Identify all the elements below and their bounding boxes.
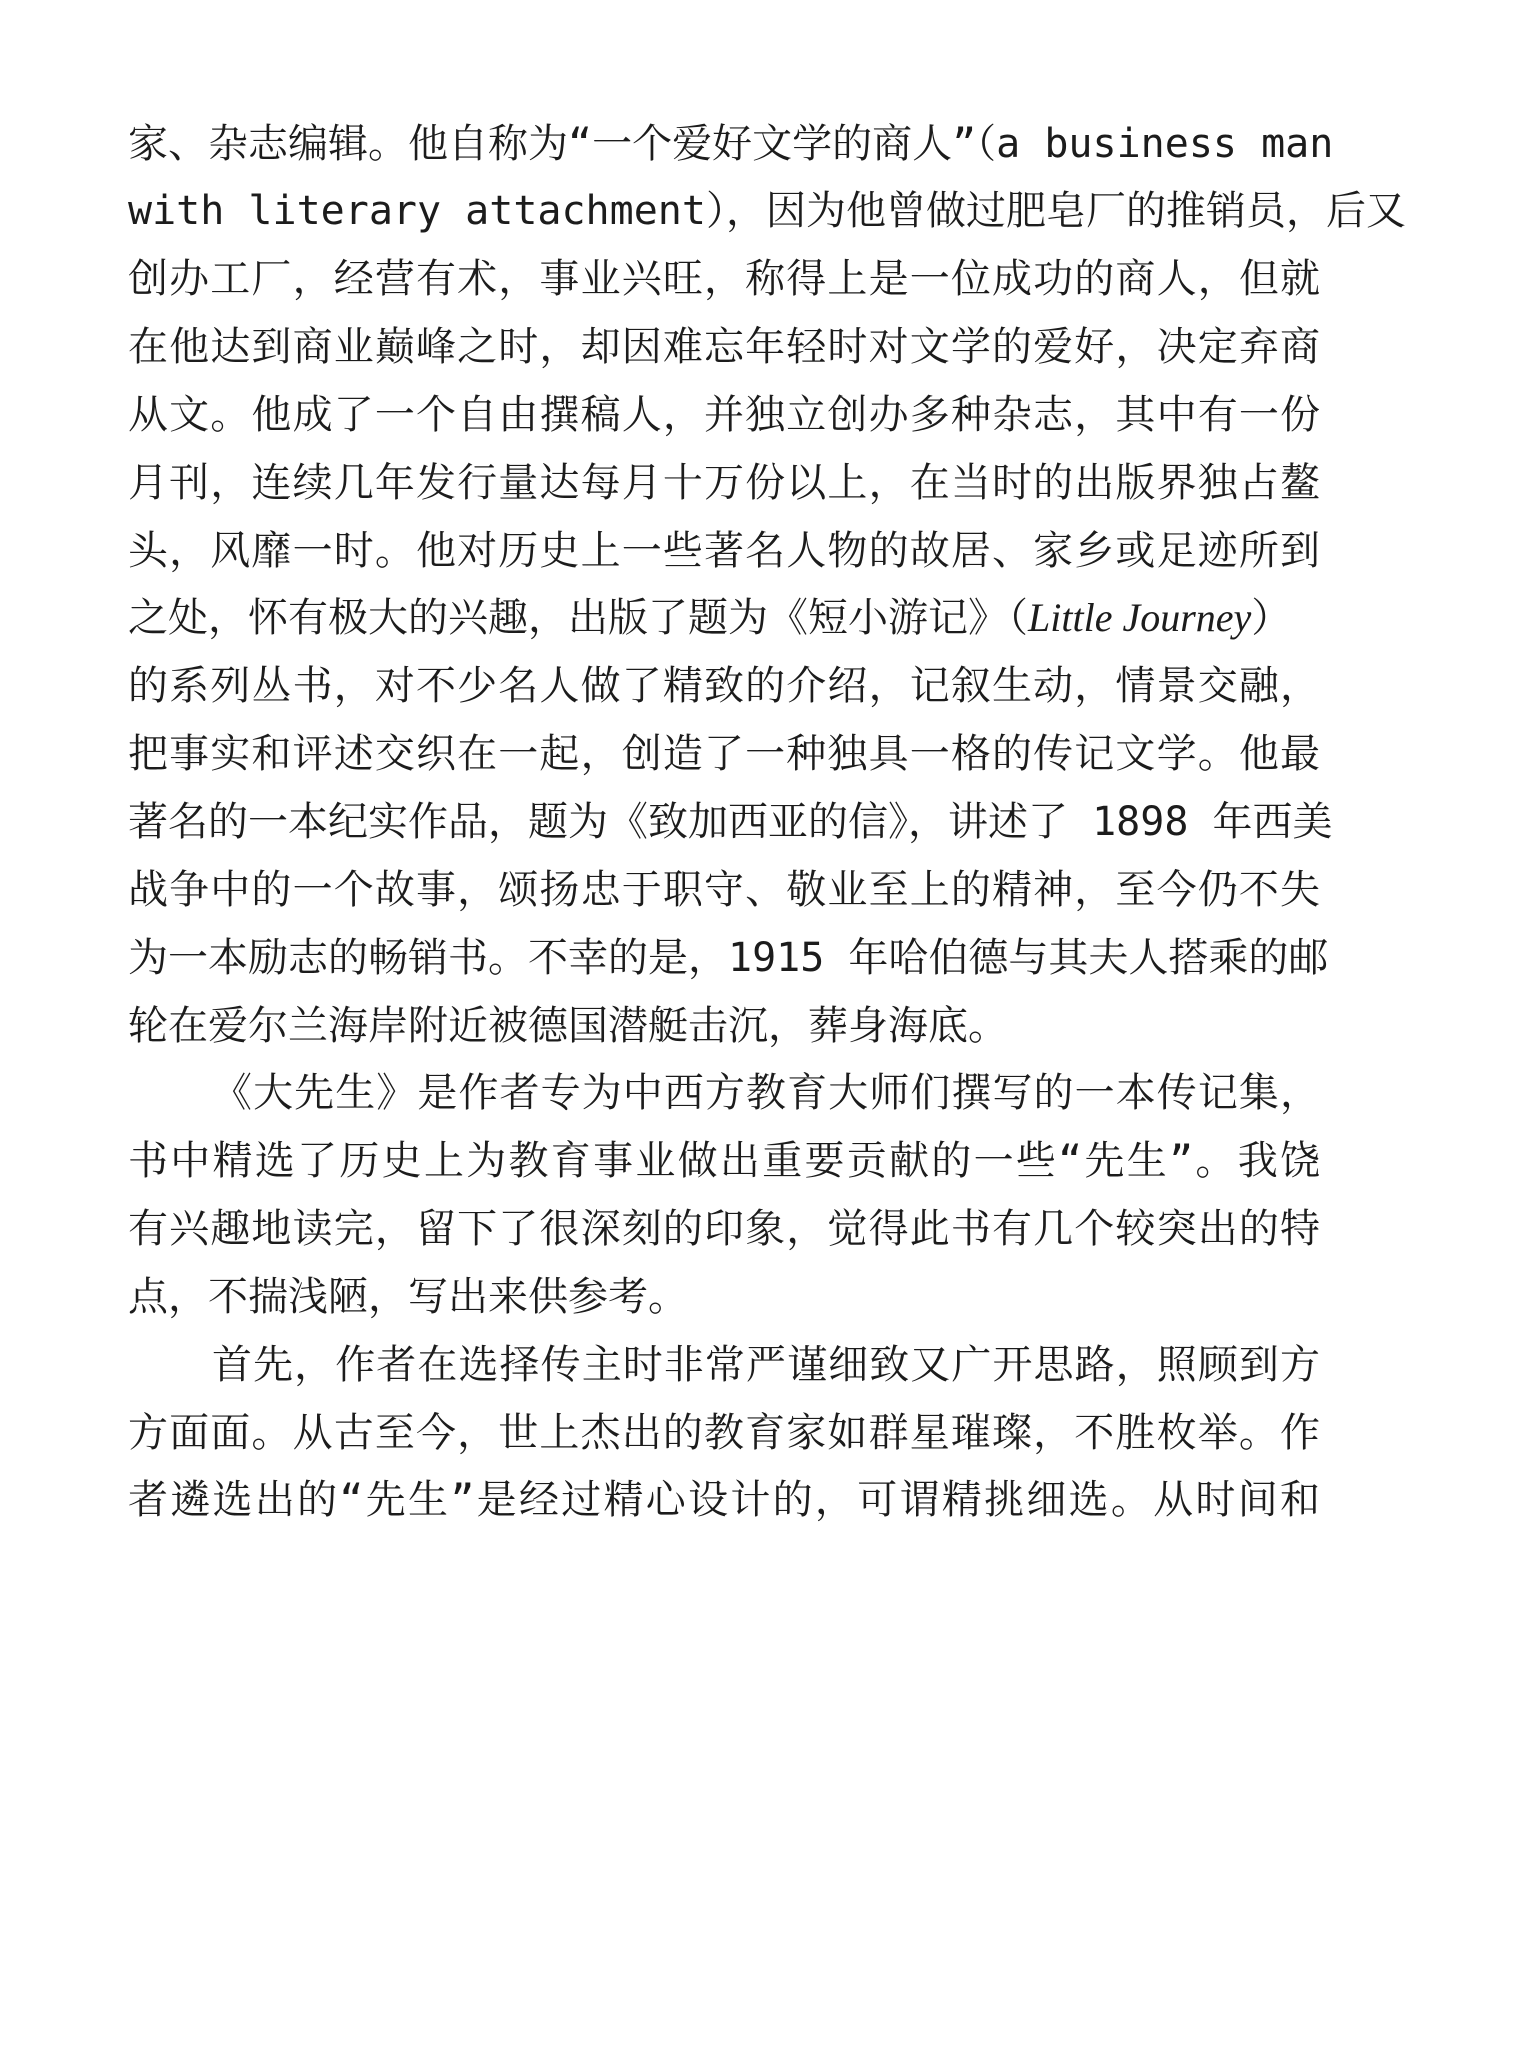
text-line: 家、杂志编辑。他自称为“一个爱好文学的商人”（a business man — [128, 121, 1334, 167]
text-line: 在他达到商业巅峰之时，却因难忘年轻时对文学的爱好，决定弃商 — [128, 324, 1320, 370]
paragraph-start-line: 《大先生》是作者专为中西方教育大师们撰写的一本传记集， — [212, 1070, 1320, 1116]
text-line: 轮在爱尔兰海岸附近被德国潜艇击沉，葬身海底。 — [128, 1003, 1008, 1049]
text-line: with literary attachment），因为他曾做过肥皂厂的推销员，后又 — [128, 188, 1406, 234]
text-line: 著名的一本纪实作品，题为《致加西亚的信》，讲述了 1898 年西美 — [128, 799, 1333, 845]
text-line: 战争中的一个故事，颂扬忠于职守、敬业至上的精神，至今仍不失 — [128, 867, 1320, 913]
text-line-with-italic-title — [128, 586, 1320, 650]
text-line: 书中精选了历史上为教育事业做出重要贡献的一些“先生”。我饶 — [128, 1138, 1320, 1184]
text-line: 方面面。从古至今，世上杰出的教育家如群星璀璨，不胜枚举。作 — [128, 1410, 1320, 1456]
text-line: 头，风靡一时。他对历史上一些著名人物的故居、家乡或足迹所到 — [128, 528, 1320, 574]
text-line: 月刊，连续几年发行量达每月十万份以上，在当时的出版界独占鳌 — [128, 460, 1320, 506]
text-line: 把事实和评述交织在一起，创造了一种独具一格的传记文学。他最 — [128, 731, 1320, 777]
text-line: 者遴选出的“先生”是经过精心设计的，可谓精挑细选。从时间和 — [128, 1477, 1320, 1523]
text-line: 为一本励志的畅销书。不幸的是，1915 年哈伯德与其夫人搭乘的邮 — [128, 935, 1329, 981]
italic-book-title: Little Journey — [1028, 595, 1252, 640]
text-line: 从文。他成了一个自由撰稿人，并独立创办多种杂志，其中有一份 — [128, 392, 1320, 438]
text-line: 创办工厂，经营有术，事业兴旺，称得上是一位成功的商人，但就 — [128, 256, 1320, 302]
text-segment: ） — [1251, 595, 1292, 641]
text-line: 有兴趣地读完，留下了很深刻的印象，觉得此书有几个较突出的特 — [128, 1206, 1320, 1252]
text-line: 的系列丛书，对不少名人做了精致的介绍，记叙生动，情景交融， — [128, 663, 1320, 709]
text-segment: 之处，怀有极大的兴趣，出版了题为《短小游记》（ — [128, 595, 1028, 641]
text-line: 点，不揣浅陋，写出来供参考。 — [128, 1274, 688, 1320]
paragraph-start-line: 首先，作者在选择传主时非常严谨细致又广开思路，照顾到方 — [212, 1342, 1320, 1388]
